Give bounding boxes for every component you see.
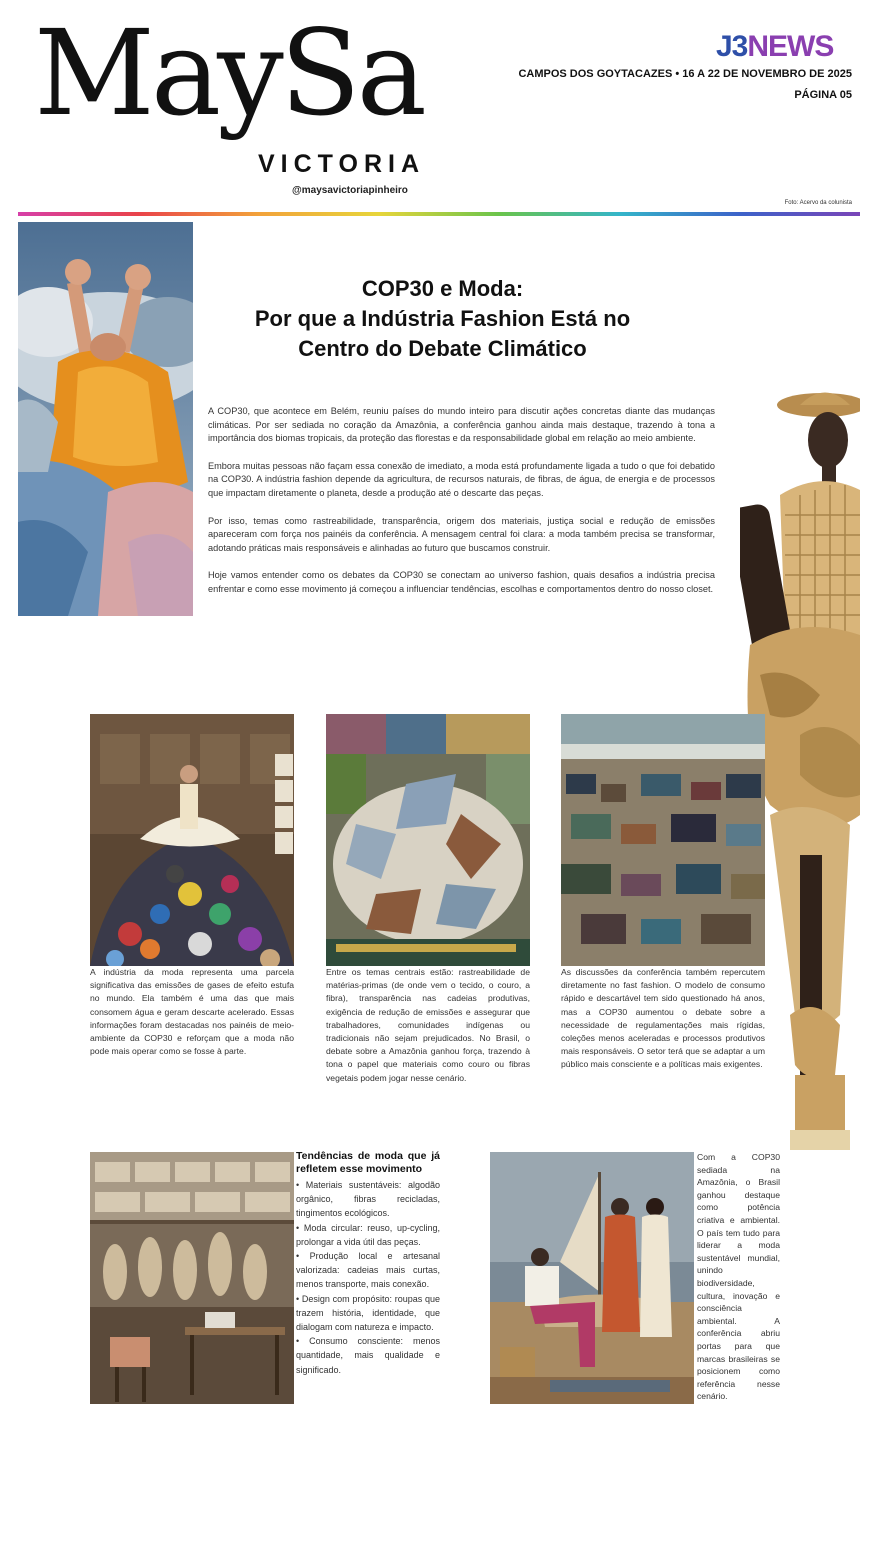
photo-credit: Foto: Acervo da colunista xyxy=(784,200,852,206)
photo-clothing-mountain xyxy=(90,714,294,966)
intro-paragraph: Hoje vamos entender como os debates da COP30 se conectam ao universo fashion, quais desafios a indústria precisa enfrentar e como esse movimento já começou a influenciar tendências, escolhas e comportamentos dentro do nosso closet. xyxy=(208,570,715,594)
column-logo-subtitle: VICTORIA xyxy=(258,150,425,178)
trends-list xyxy=(296,1150,440,1377)
headline-line-2: Por que a Indústria Fashion Está no xyxy=(254,306,631,331)
trend-item: • Materiais sustentáveis: algodão orgânico, fibras recicladas, tingimentos ecológicos. xyxy=(296,1180,440,1219)
intro-paragraph: A COP30, que acontece em Belém, reuniu países do mundo inteiro para discutir ações concretas diante das mudanças climáticas. Por ser sediada no coração da Amazônia, a conferência ganhou ainda mais destaque, trazendo à tona a importância dos biomas tropicais, da proteção das florestas e da responsabilidade global em relação ao meio ambiente. xyxy=(208,406,715,444)
trend-item: • Design com propósito: roupas que trazem história, identidade, que dialogam com natureza e impacto. xyxy=(296,1293,440,1333)
newspaper-logo-news: NEWS xyxy=(747,30,834,63)
trends-title: Tendências de moda que já refletem esse movimento xyxy=(296,1150,440,1175)
photo-recycle-fabrics xyxy=(326,714,530,966)
page-number: PÁGINA 05 xyxy=(794,89,852,101)
photo-clothing-pile-hands xyxy=(18,222,193,616)
newspaper-logo-j3: J3 xyxy=(716,30,748,63)
edition-info: CAMPOS DOS GOYTACAZES • 16 A 22 DE NOVEMBRO DE 2025 xyxy=(518,68,852,80)
trend-item: • Produção local e artesanal valorizada: cadeias mais curtas, menos transporte, mais conexão. xyxy=(296,1251,440,1290)
caption-emissions: A indústria da moda representa uma parcela significativa das emissões de gases de efeito estufa no mundo. Ela também é uma das que mais consomem água e geram descarte acelerado. Essas informações foram destacadas nos painéis de meio-ambiente da COP30 e reforçam que a moda não pode mais operar como se fosse à parte. xyxy=(90,967,294,1057)
column-logo: MaySa xyxy=(34,4,424,142)
intro-paragraph: Por isso, temas como rastreabilidade, transparência, origem dos materiais, justiça social e redução de emissões apareceram com força nos painéis da conferência. A mensagem central foi clara: a moda também precisa se transformar, adotando práticas mais responsáveis e alinhadas ao futuro que buscamos construir. xyxy=(208,515,715,553)
trend-item: • Moda circular: reuso, up-cycling, prolongar a vida útil das peças. xyxy=(296,1222,440,1247)
instagram-handle: @maysavictoriapinheiro xyxy=(292,185,408,196)
headline-line-1: COP30 e Moda: xyxy=(361,276,524,301)
photo-atelier xyxy=(90,1152,294,1404)
rainbow-divider xyxy=(18,212,860,216)
article-headline xyxy=(200,274,685,364)
trend-item: • Consumo consciente: menos quantidade, mais qualidade e significado. xyxy=(296,1336,440,1375)
caption-fast-fashion: As discussões da conferência também repercutem diretamente no fast fashion. O modelo de consumo rápido e descartável tem sido questionado há anos, mas a COP30 aumentou o debate sobre a necessidade de regulamentações mais rígidas, coleções menos aceleradas e processos produtivos mais responsáveis. O setor terá que se adaptar a um público mais consciente e a políticas mais exigentes. xyxy=(561,967,765,1070)
photo-polluted-beach xyxy=(561,714,765,966)
newspaper-logo xyxy=(716,30,833,64)
headline-line-3: Centro do Debate Climático xyxy=(298,336,587,361)
brazil-paragraph: Com a COP30 sediada na Amazônia, o Brasil ganhou destaque como potência criativa e ambiental. O país tem tudo para liderar a moda sustentável mundial, unindo biodiversidade, cultura, inovação e consciência ambiental. A conferência abriu portas para que marcas brasileiras se posicionem como referência nesse cenário. xyxy=(697,1152,780,1402)
article-intro xyxy=(208,405,715,611)
caption-traceability: Entre os temas centrais estão: rastreabilidade de matérias-primas (de onde vem o tecido, o couro, a fibra), transparência nas cadeias produtivas, exigência de redução de emissões e assegurar que trabalhadores, comunidades indígenas ou tradicionais não sejam prejudicados. No Brasil, o debate sobre a Amazônia ganhou força, trazendo à tona o papel que materiais como couro ou fibras vegetais podem jogar nesse cenário. xyxy=(326,967,530,1083)
intro-paragraph: Embora muitas pessoas não façam essa conexão de imediato, a moda está profundamente ligada a tudo o que foi debatido na COP30. A indústria fashion depende da agricultura, de recursos naturais, de fibras, de água, de energia e de processos que impactam diretamente o planeta, desde a produção até o descarte das peças. xyxy=(208,460,715,498)
photo-models-beach-boat xyxy=(490,1152,694,1404)
